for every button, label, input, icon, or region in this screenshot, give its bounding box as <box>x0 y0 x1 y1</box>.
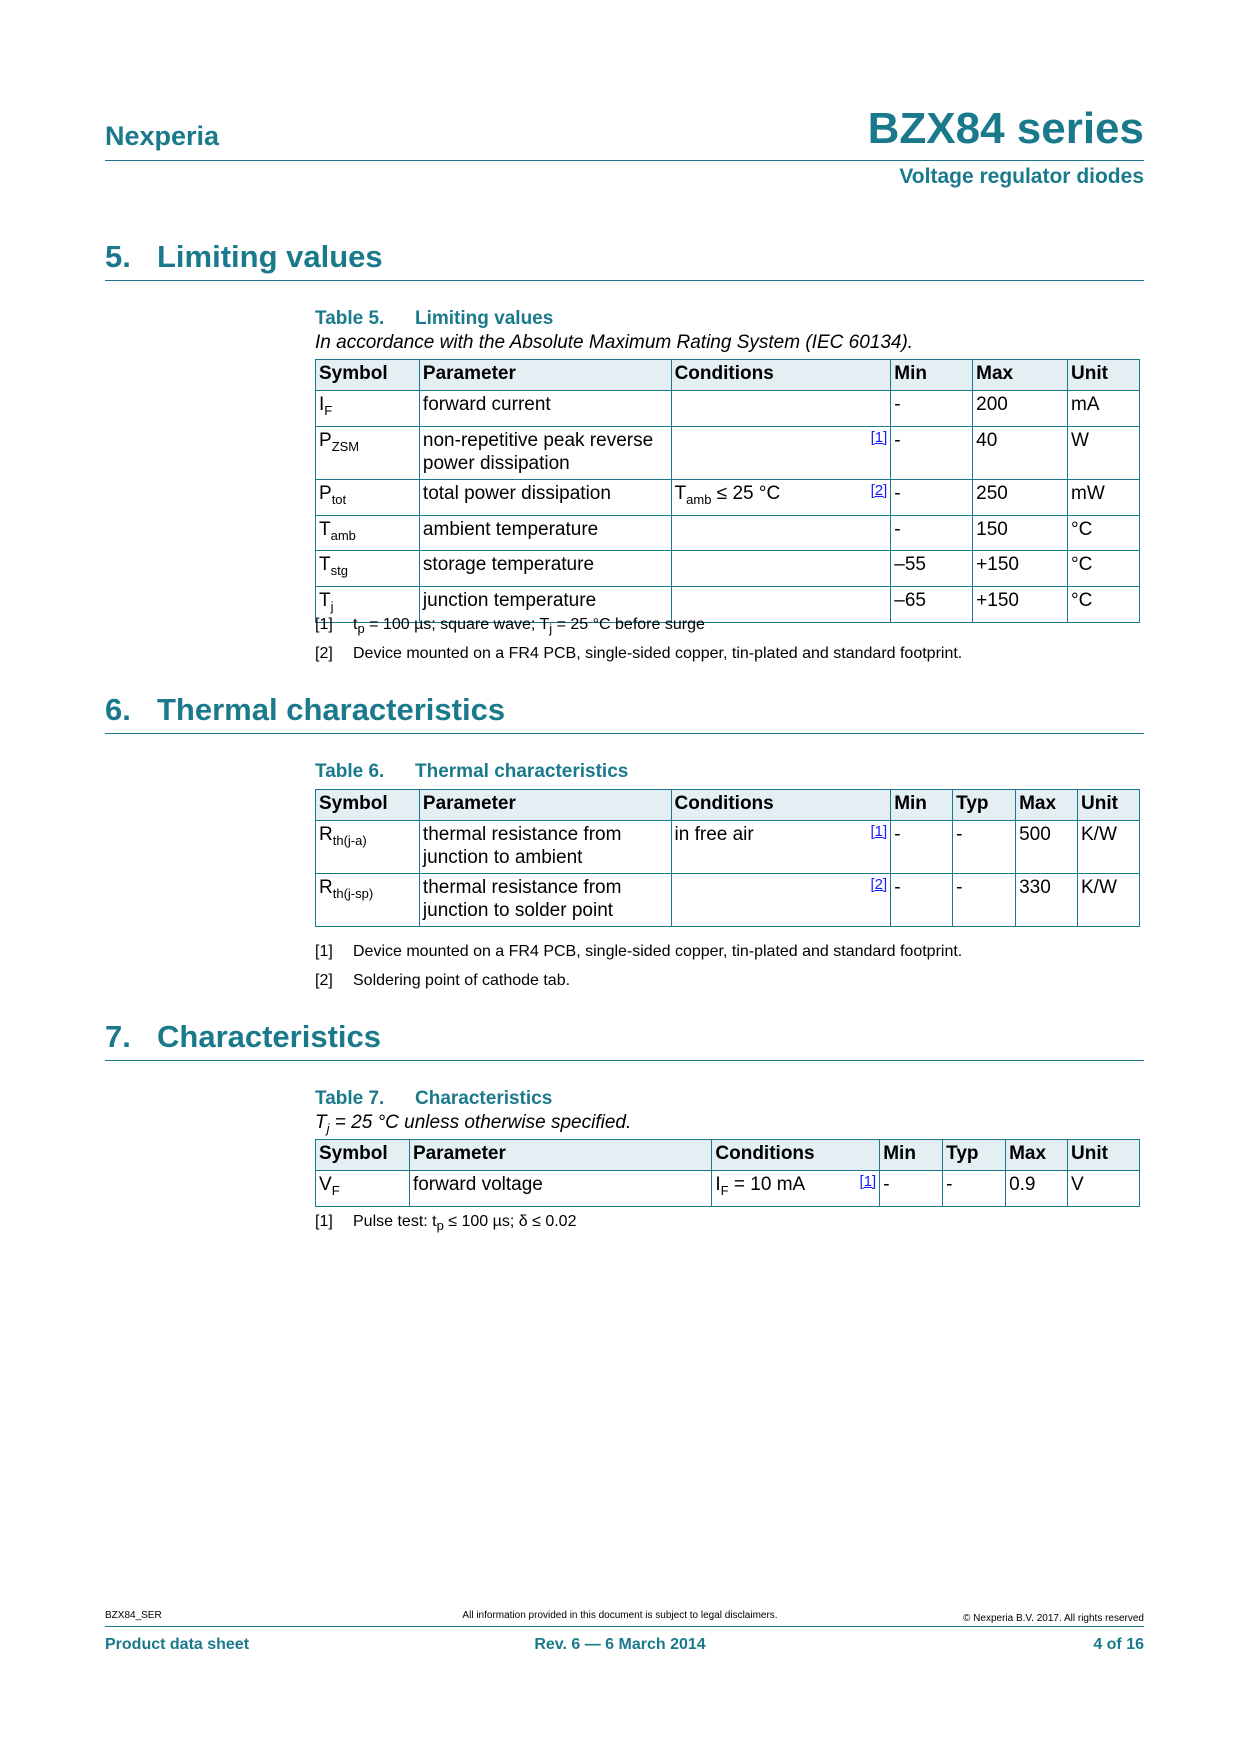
document-subtitle: Voltage regulator diodes <box>899 165 1144 188</box>
section-heading-limiting-values <box>105 239 1144 281</box>
max-cell: +150 <box>973 551 1068 587</box>
table5-caption <box>315 308 553 330</box>
max-cell: 150 <box>973 515 1068 551</box>
table5-limiting-values <box>315 359 1140 623</box>
footer-page-number: 4 of 16 <box>1093 1636 1144 1653</box>
header-cell: Unit <box>1068 360 1140 391</box>
conditions-cell <box>671 551 891 587</box>
parameter-cell: non-repetitive peak reverse power dissipation <box>419 426 671 479</box>
max-cell: 250 <box>973 479 1068 515</box>
table7-caption <box>315 1088 552 1110</box>
header-cell: Unit <box>1078 790 1140 821</box>
table7-title: Characteristics <box>415 1088 553 1109</box>
max-cell: 500 <box>1016 821 1078 874</box>
symbol-cell: $R_{th(j-a)}$ <box>316 821 420 874</box>
table7-footnote-1: [1] Pulse test: $t_p \le 100$ µs; δ ≤ 0.02 <box>315 1213 577 1234</box>
table5-note: In accordance with the Absolute Maximum Rating System (IEC 60134). <box>315 332 914 353</box>
min-cell: - <box>891 515 973 551</box>
max-cell: 0.9 <box>1006 1171 1068 1207</box>
table6-thermal <box>315 789 1140 927</box>
table-row <box>316 479 1140 515</box>
section-title: Thermal characteristics <box>157 692 506 727</box>
header-cell: Symbol <box>316 1140 410 1171</box>
header-cell: Min <box>880 1140 943 1171</box>
table5-footnote-1: [1] $t_p = 100$ µs; square wave; $T_j = 25$ °C before surge <box>315 616 705 637</box>
section-number: 5. <box>105 239 131 274</box>
header-cell: Parameter <box>419 360 671 391</box>
footer-copyright: © Nexperia B.V. 2017. All rights reserved <box>963 1613 1144 1624</box>
table-row <box>316 874 1140 927</box>
parameter-cell: forward voltage <box>409 1171 711 1207</box>
footer-doc-type: Product data sheet <box>105 1636 250 1653</box>
parameter-cell: junction temperature <box>419 587 671 623</box>
table-row <box>316 515 1140 551</box>
min-cell: - <box>891 821 953 874</box>
unit-cell: °C <box>1068 551 1140 587</box>
typ-cell: - <box>943 1171 1006 1207</box>
conditions-cell: [1] in free air <box>671 821 891 874</box>
max-cell: 40 <box>973 426 1068 479</box>
unit-cell: mA <box>1068 391 1140 427</box>
table-row <box>316 1171 1140 1207</box>
parameter-cell: thermal resistance from junction to solder point <box>419 874 671 927</box>
header-cell: Conditions <box>671 360 891 391</box>
header-cell: Unit <box>1068 1140 1140 1171</box>
table5-label: Table 5. <box>315 308 385 329</box>
footnote-ref-link[interactable]: [1] <box>859 1173 877 1190</box>
footer-doc-id: BZX84_SER <box>105 1610 162 1621</box>
unit-cell: W <box>1068 426 1140 479</box>
section-heading-thermal <box>105 692 1144 734</box>
table-row <box>316 551 1140 587</box>
table7-characteristics <box>315 1139 1140 1207</box>
symbol-cell: $T_j$ <box>316 587 420 623</box>
min-cell: –55 <box>891 551 973 587</box>
conditions-cell: [1] $I_F = 10$ mA <box>712 1171 880 1207</box>
min-cell: - <box>891 874 953 927</box>
table-header-row <box>316 790 1140 821</box>
header-cell: Max <box>973 360 1068 391</box>
parameter-cell: ambient temperature <box>419 515 671 551</box>
symbol-cell: $I_F$ <box>316 391 420 427</box>
table6-title: Thermal characteristics <box>415 761 629 782</box>
header-cell: Max <box>1016 790 1078 821</box>
typ-cell: - <box>953 874 1016 927</box>
symbol-cell: $V_F$ <box>316 1171 410 1207</box>
table7-label: Table 7. <box>315 1088 385 1109</box>
table6-label: Table 6. <box>315 761 385 782</box>
section-number: 6. <box>105 692 131 727</box>
table6-caption <box>315 761 628 783</box>
footer-revision: Rev. 6 — 6 March 2014 <box>534 1636 706 1653</box>
symbol-cell: $T_{amb}$ <box>316 515 420 551</box>
header-cell: Symbol <box>316 790 420 821</box>
section-heading-characteristics <box>105 1019 1144 1061</box>
conditions-cell: [2] $T_{amb} \le 25$ °C <box>671 479 891 515</box>
unit-cell: V <box>1068 1171 1140 1207</box>
header-cell: Max <box>1006 1140 1068 1171</box>
max-cell: 330 <box>1016 874 1078 927</box>
symbol-cell: $P_{ZSM}$ <box>316 426 420 479</box>
footnote-ref-link[interactable]: [2] <box>870 876 888 893</box>
unit-cell: K/W <box>1078 821 1140 874</box>
table6-footnote-1: [1] Device mounted on a FR4 PCB, single-sided copper, tin-plated and standard footprint. <box>315 943 963 960</box>
header-rule <box>105 160 1144 161</box>
max-cell: +150 <box>973 587 1068 623</box>
symbol-cell: $R_{th(j-sp)}$ <box>316 874 420 927</box>
document-title: BZX84 series <box>867 104 1144 153</box>
conditions-cell <box>671 515 891 551</box>
table5-title: Limiting values <box>415 308 554 329</box>
min-cell: - <box>880 1171 943 1207</box>
parameter-cell: thermal resistance from junction to ambient <box>419 821 671 874</box>
min-cell: - <box>891 391 973 427</box>
header-cell: Typ <box>943 1140 1006 1171</box>
parameter-cell: total power dissipation <box>419 479 671 515</box>
footer-disclaimer: All information provided in this document is subject to legal disclaimers. <box>462 1610 778 1621</box>
footer-rule <box>105 1626 1144 1627</box>
max-cell: 200 <box>973 391 1068 427</box>
section-title: Characteristics <box>157 1019 382 1054</box>
conditions-cell <box>671 426 891 479</box>
unit-cell: °C <box>1068 515 1140 551</box>
table-row <box>316 426 1140 479</box>
table-header-row <box>316 1140 1140 1171</box>
table6-footnote-2: [2] Soldering point of cathode tab. <box>315 972 571 989</box>
min-cell: –65 <box>891 587 973 623</box>
header-cell: Typ <box>953 790 1016 821</box>
header-cell: Conditions <box>671 790 891 821</box>
unit-cell: mW <box>1068 479 1140 515</box>
header-cell: Min <box>891 360 973 391</box>
table-header-row <box>316 360 1140 391</box>
table7-note: $T_j = 25$ °C unless otherwise specified. <box>315 1112 632 1136</box>
parameter-cell: forward current <box>419 391 671 427</box>
min-cell: - <box>891 479 973 515</box>
header-cell: Min <box>891 790 953 821</box>
footnote-ref-link[interactable]: [1] <box>870 428 888 446</box>
table-row <box>316 391 1140 427</box>
table-row <box>316 821 1140 874</box>
brand-name: Nexperia <box>105 121 220 151</box>
header-cell: Parameter <box>409 1140 711 1171</box>
unit-cell: K/W <box>1078 874 1140 927</box>
symbol-cell: $T_{stg}$ <box>316 551 420 587</box>
footnote-ref-link[interactable]: [1] <box>870 823 888 840</box>
section-title: Limiting values <box>157 239 383 274</box>
min-cell: - <box>891 426 973 479</box>
table5-footnote-2: [2] Device mounted on a FR4 PCB, single-sided copper, tin-plated and standard footprint. <box>315 645 963 662</box>
header-cell: Symbol <box>316 360 420 391</box>
footnote-ref-link[interactable]: [2] <box>870 481 888 499</box>
typ-cell: - <box>953 821 1016 874</box>
conditions-cell <box>671 874 891 927</box>
symbol-cell: $P_{tot}$ <box>316 479 420 515</box>
header-cell: Parameter <box>419 790 671 821</box>
conditions-cell <box>671 391 891 427</box>
parameter-cell: storage temperature <box>419 551 671 587</box>
unit-cell: °C <box>1068 587 1140 623</box>
section-number: 7. <box>105 1019 131 1054</box>
header-cell: Conditions <box>712 1140 880 1171</box>
